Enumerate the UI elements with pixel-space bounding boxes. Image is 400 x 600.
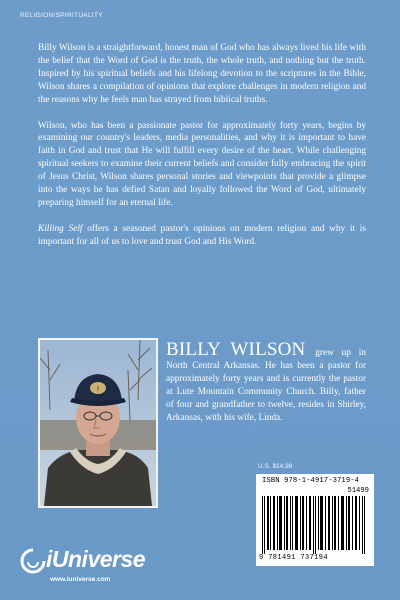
barcode-digits: 9 781491 737194: [259, 554, 329, 562]
book-description: [38, 42, 366, 262]
description-paragraph-3: [38, 223, 366, 249]
publisher-url: www.iuniverse.com: [50, 576, 111, 583]
barcode-price-code: 51499: [347, 487, 369, 495]
barcode: [256, 474, 374, 566]
author-photo: [38, 338, 158, 508]
isbn-number: ISBN 978-1-4917-3719-4: [262, 477, 360, 485]
author-portrait-image: [40, 340, 156, 506]
description-paragraph-2: Wilson, who has been a passionate pastor for approximately forty years, begins by examining our country's leaders, media personalities, and why it is important to have faith in God and trust that He will fulfill every desire of the heart. While challenging spiritual seekers to examine their current beliefs and consider fully embracing the spirit of Jesus Christ, Wilson shares personal stories and viewpoints that provide a glimpse into the ways he has defied Satan and loyally followed the Word of God, ultimately preparing himself for an eternal life.: [38, 120, 366, 208]
description-paragraph-3-text: offers a seasoned pastor's opinions on modern religion and why it is important for all of us to love and trust God and His Word.: [38, 223, 366, 247]
category-label: RELIGION/SPIRITUALITY: [20, 12, 103, 19]
publisher-logo: [20, 546, 170, 590]
publisher-name: iUniverse: [46, 546, 146, 572]
book-title-italic: Killing Self: [38, 223, 83, 234]
iuniverse-swirl-icon: [20, 548, 46, 574]
author-bio: [166, 340, 366, 425]
price-label: U.S. $14.99: [258, 463, 293, 470]
description-paragraph-1: Billy Wilson is a straightforward, honest man of God who has always lived his life with the belief that the Word of God is the truth, the whole truth, and nothing but the truth. Inspired by his spiritual beliefs and his lifelong devotion to the scriptures in the Bible, Wilson shares a compilation of opinions that explore challenges in modern religion and the reasons why he feels man has strayed from biblical truths.: [38, 43, 366, 105]
author-bio-text: grew up in North Central Arkansas. He has been a pastor for approximately forty years and is currently the pastor at Lute Mountain Community Church. Billy, father of four and grandfather to twelve, resides in Shirley, Arkansas, with his wife, Linda.: [166, 348, 366, 423]
author-name: BILLY WILSON: [166, 339, 306, 360]
barcode-bars: [260, 496, 370, 554]
cap-logo-text: I: [96, 385, 100, 393]
